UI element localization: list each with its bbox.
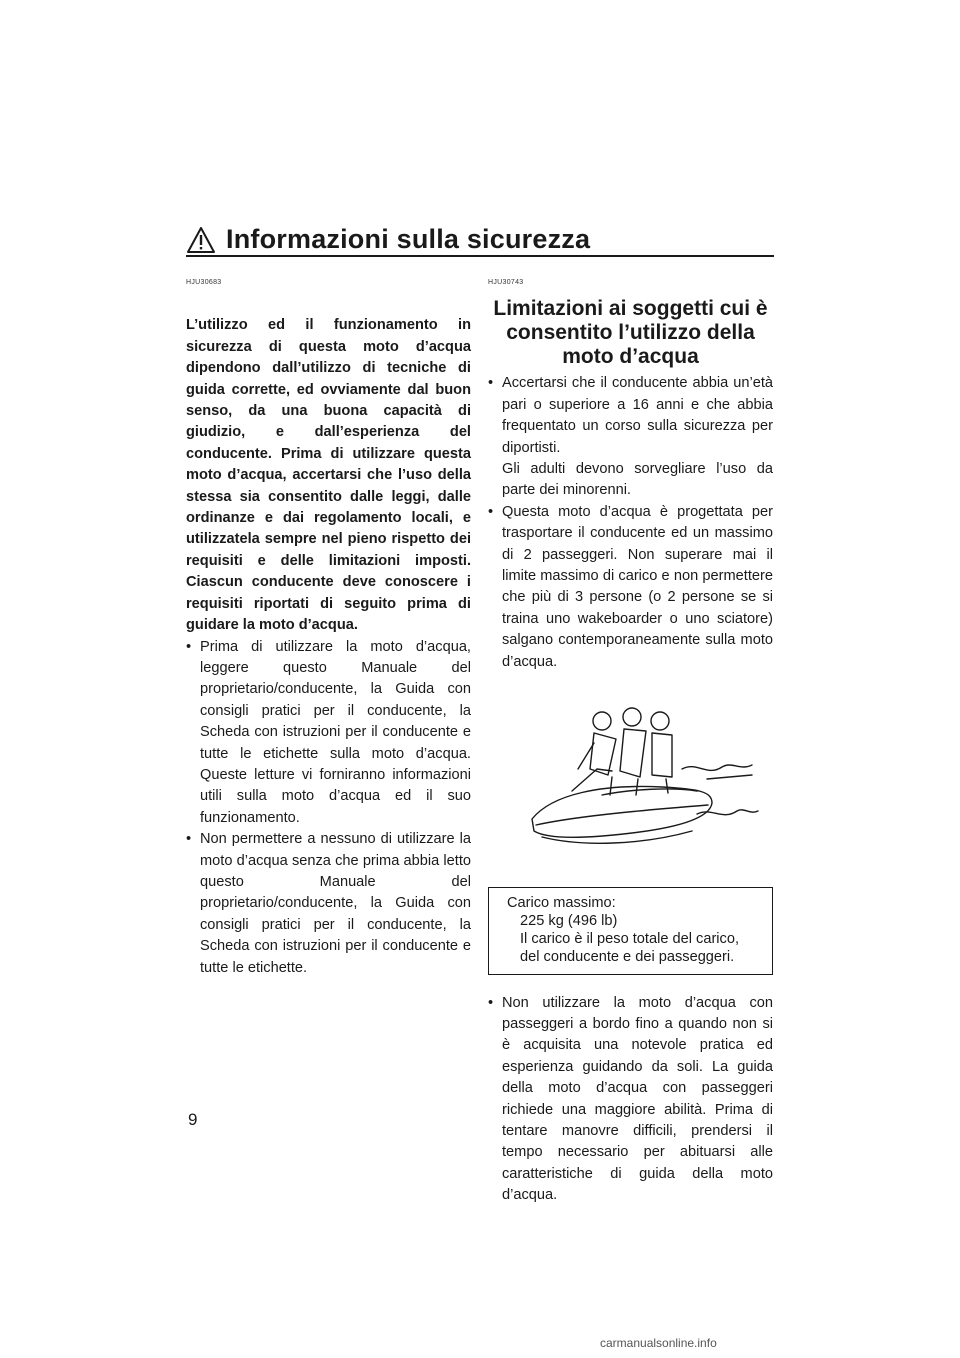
- list-item: • Questa moto d’acqua è progettata per trasportare il conducente ed un massimo di 2 passeggeri. Non superare mai il limite massimo di carico e non permettere che più di 3 persone (o 2 persone se si traina uno wakeboarder o uno sciatore) salgano contemporaneamente sulla moto d’acqua.: [488, 502, 773, 673]
- intro-paragraph: L’utilizzo ed il funzionamento in sicurezza di questa moto d’acqua dipendono dall’utilizzo di tecniche di guida corrette, ed ovviamente dal buon senso, da una buona capacità di giudizio, e dall’esperienza del conducente. Prima di utilizzare questa moto d’acqua, accertarsi che l’uso della stessa sia consentito dalle leggi, dalle ordinanze e dai regolamento locali, e utilizzatela sempre nel pieno rispetto dei requisiti e delle limitazioni imposti. Ciascun conducente deve conoscere i requisiti riportati di seguito prima di guidare la moto d’acqua.: [186, 317, 471, 634]
- page-number: 9: [188, 1110, 198, 1129]
- page-title: Informazioni sulla sicurezza: [226, 224, 591, 254]
- right-column: [488, 272, 773, 1207]
- watermark: carmanualsonline.info: [600, 1336, 717, 1350]
- warning-triangle-icon: [186, 226, 216, 254]
- list-item: • Non utilizzare la moto d’acqua con passeggeri a bordo fino a quando non si è acquisita una notevole pratica ed esperienza guidando da soli. La guida della moto d’acqua con passeggeri richiede una maggiore abilità. Prima di tentare manovre difficili, prendersi il tempo necessario per abituarsi alle caratteristiche di guida della moto d’acqua.: [488, 993, 773, 1207]
- page-header: [186, 224, 590, 255]
- list-item: • Accertarsi che il conducente abbia un’età pari o superiore a 16 anni e che abbia frequentato un corso sulla sicurezza per diportisti. Gli adulti devono sorvegliare l’uso da parte dei minorenni.: [488, 373, 773, 501]
- section-heading: Limitazioni ai soggetti cui è consentito l’utilizzo della moto d’acqua: [493, 297, 768, 369]
- box-label: Carico massimo:: [507, 894, 616, 911]
- section-code: HJU30683: [186, 279, 222, 286]
- header-rule: [186, 255, 774, 257]
- max-load-box: [488, 887, 773, 975]
- watercraft-illustration: [512, 699, 762, 859]
- section-code: HJU30743: [488, 279, 524, 286]
- left-column: [186, 272, 471, 979]
- list-item: • Prima di utilizzare la moto d’acqua, leggere questo Manuale del proprietario/conducente, la Guida con consigli pratici per il conducente, la Scheda con istruzioni per il conducente e tutte le etichette sulla moto d’acqua. Queste letture vi forniranno informazioni utili sulla moto d’acqua ed il suo funzionamento.: [186, 637, 471, 830]
- list-item: • Non permettere a nessuno di utilizzare la moto d’acqua senza che prima abbia letto questo Manuale del proprietario/conducente, la Guida con consigli pratici per il conducente, la Scheda con istruzioni per il conducente e tutte le etichette.: [186, 829, 471, 979]
- box-value: 225 kg (496 lb): [520, 912, 618, 929]
- box-note: Il carico è il peso totale del carico, del conducente e dei passeggeri.: [520, 930, 740, 965]
